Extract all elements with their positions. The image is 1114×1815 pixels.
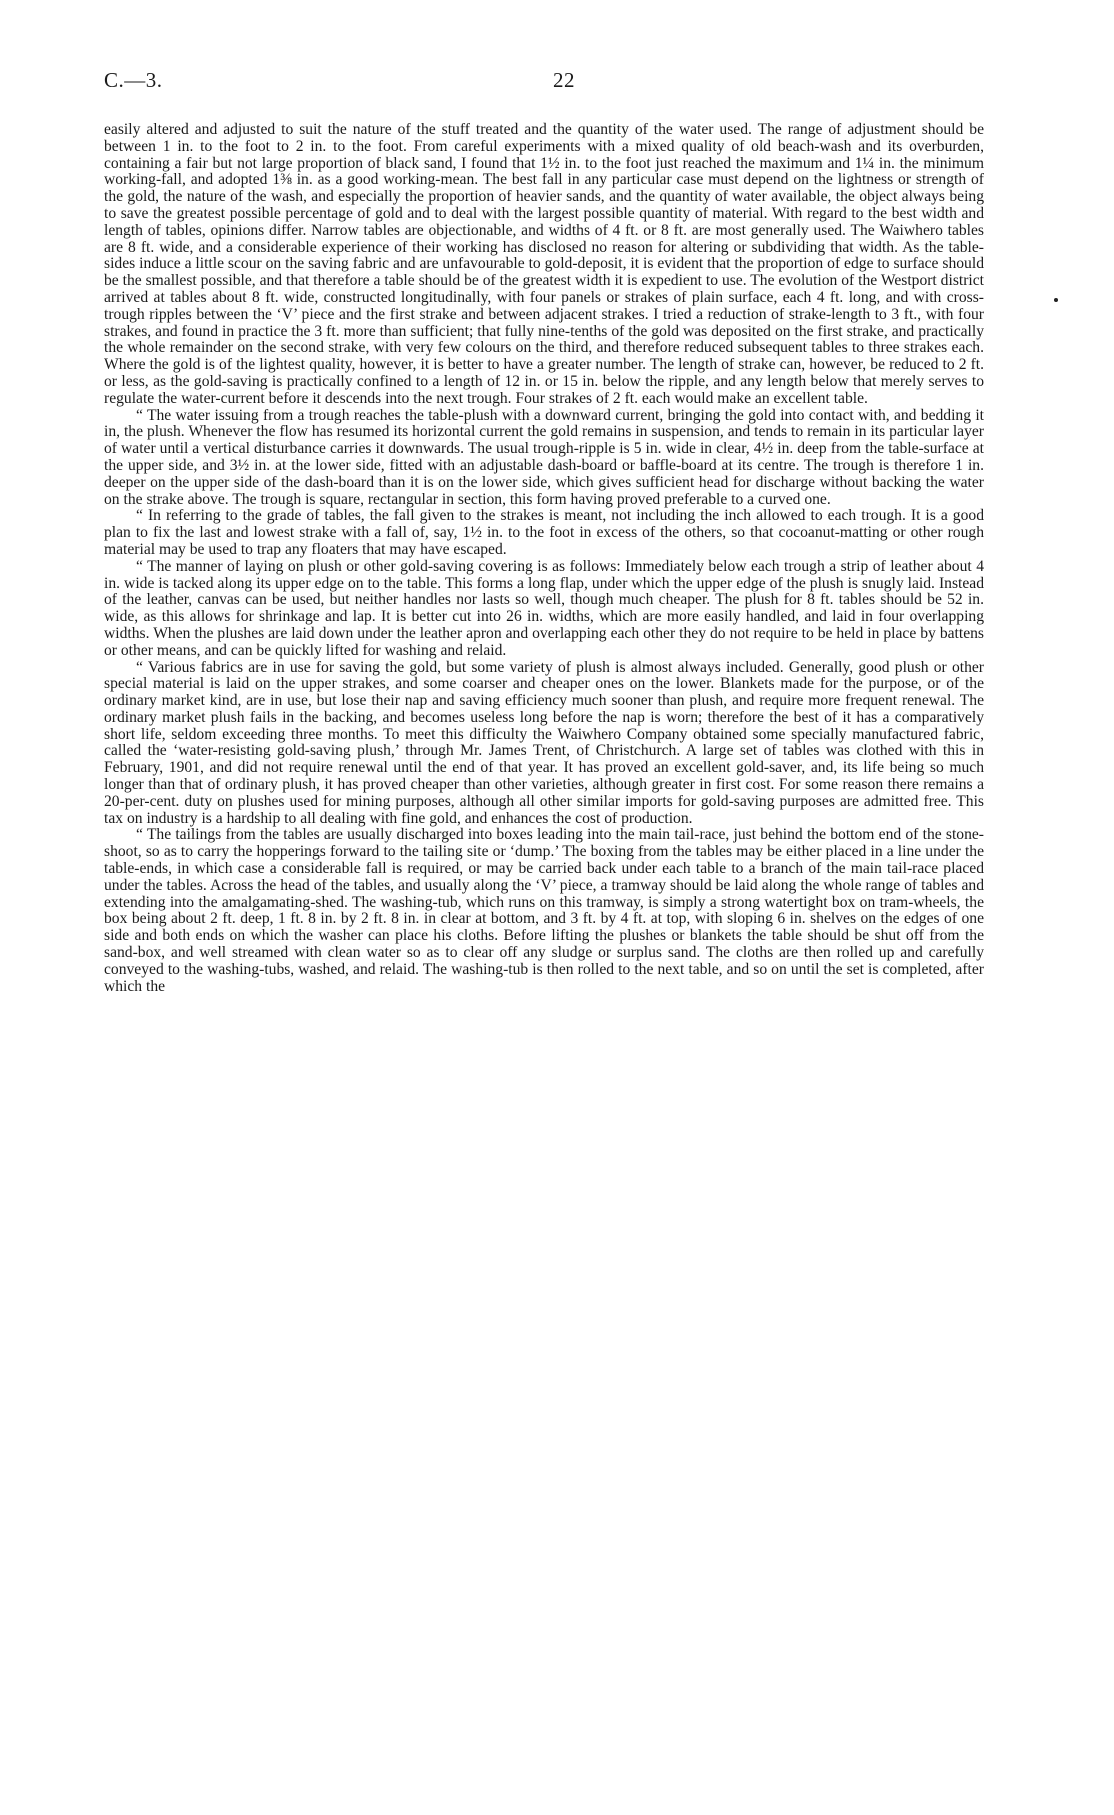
report-code: C.—3. (104, 68, 163, 92)
paragraph: “ Various fabrics are in use for saving the gold, but some variety of plush is almost always included. Generally, good plush or other special material is laid on the upper strakes, and some coarser and cheaper ones on the lower. Blankets made for the purpose, or of the ordinary market kind, are in use, but lose their nap and saving efficiency much sooner than plush, and require more frequent renewal. The ordinary market plush fails in the backing, and becomes useless long before the nap is worn; therefore the best of it has a comparatively short life, seldom exceeding three months. To meet this difficulty the Waiwhero Company obtained some specially manufactured fabric, called the ‘water-resisting gold-saving plush,’ through Mr. James Trent, of Christchurch. A large set of tables was clothed with this in February, 1901, and did not require renewal until the end of that year. It has proved an excellent gold-saver, and, its life being so much longer than that of ordinary plush, it has proved cheaper than other varieties, although greater in first cost. For some reason there remains a 20-per-cent. duty on plushes used for mining purposes, although all other similar imports for gold-saving purposes are admitted free. This tax on industry is a hardship to all dealing with fine gold, and enhances the cost of production. (104, 658, 984, 827)
margin-dot (1054, 298, 1058, 302)
paragraph: “ The water issuing from a trough reaches the table-plush with a downward current, bringing the gold into contact with, and bedding it in, the plush. Whenever the flow has resumed its horizontal current the gold remains in suspension, and tends to remain in its particular layer of water until a vertical disturbance carries it downwards. The usual trough-ripple is 5 in. wide in clear, 4½ in. deep from the table-surface at the upper side, and 3½ in. at the lower side, fitted with an adjustable dash-board or baffle-board at its centre. The trough is therefore 1 in. deeper on the upper side of the dash-board than it is on the lower side, which gives sufficient head for discharge without backing the water on the strake above. The trough is square, rectangular in section, this form having proved preferable to a curved one. (104, 406, 984, 508)
paragraph: “ The tailings from the tables are usually discharged into boxes leading into the main tail-race, just behind the bottom end of the stone-shoot, so as to carry the hopperings forward to the tailing site or ‘dump.’ The boxing from the tables may be either placed in a line under the table-ends, in which case a considerable fall is required, or may be carried back under each table to a branch of the main tail-race placed under the tables. Across the head of the tables, and usually along the ‘V’ piece, a tramway should be laid along the whole range of tables and extending into the amalgamating-shed. The washing-tub, which runs on this tramway, is simply a strong watertight box on tram-wheels, the box being about 2 ft. deep, 1 ft. 8 in. by 2 ft. 8 in. in clear at bottom, and 3 ft. by 4 ft. at top, with sloping 6 in. shelves on the edges of one side and both ends on which the washer can place his cloths. Before lifting the plushes or blankets the table should be shut off from the sand-box, and well streamed with clean water so as to clear off any sludge or surplus sand. The cloths are then rolled up and carefully conveyed to the washing-tubs, washed, and relaid. The washing-tub is then rolled to the next table, and so on until the set is completed, after which the (104, 826, 984, 995)
paragraph: “ In referring to the grade of tables, the fall given to the strakes is meant, not including the inch allowed to each trough. It is a good plan to fix the last and lowest strake with a fall of, say, 1½ in. to the foot in excess of the others, so that cocoanut-matting or other rough material may be used to trap any floaters that may have escaped. (104, 507, 984, 558)
page-header (104, 68, 986, 98)
paragraph: “ The manner of laying on plush or other gold-saving covering is as follows: Immediately below each trough a strip of leather about 4 in. wide is tacked along its upper edge on to the table. This forms a long flap, under which the upper edge of the plush is snugly laid. Instead of the leather, canvas can be used, but neither handles nor lasts so well, though much cheaper. The plush for 8 ft. tables should be 52 in. wide, as this allows for shrinkage and lap. It is better cut into 26 in. widths, which are more easily handled, and laid in four overlapping widths. When the plushes are laid down under the leather apron and overlapping each other they do not require to be held in place by battens or other means, and can be quickly lifted for washing and relaid. (104, 557, 984, 659)
paragraph: easily altered and adjusted to suit the nature of the stuff treated and the quantity of the water used. The range of adjustment should be between 1 in. to the foot to 2 in. to the foot. From careful experiments with a mixed quality of old beach-wash and its overburden, containing a fair but not large proportion of black sand, I found that 1½ in. to the foot just reached the maximum and 1¼ in. the minimum working-fall, and adopted 1⅜ in. as a good working-mean. The best fall in any particular case must depend on the lightness or strength of the gold, the nature of the wash, and especially the proportion of heavier sands, and the quantity of water available, the object always being to save the greatest possible percentage of gold and to deal with the largest possible quantity of material. With regard to the best width and length of tables, opinions differ. Narrow tables are objectionable, and widths of 4 ft. or 8 ft. are most generally used. The Waiwhero tables are 8 ft. wide, and a considerable experience of their working has disclosed no reason for altering or subdividing that width. As the table-sides induce a little scour on the saving fabric and are unfavourable to gold-deposit, it is evident that the proportion of edge to surface should be the smallest possible, and that therefore a table should be of the greatest width it is expedient to use. The evolution of the Westport district arrived at tables about 8 ft. wide, constructed longitudinally, with four panels or strakes of plain surface, each 4 ft. long, and with cross-trough ripples between the ‘V’ piece and the first strake and between adjacent strakes. I tried a reduction of strake-length to 3 ft., with four strakes, and found in practice the 3 ft. more than sufficient; that fully nine-tenths of the gold was deposited on the first strake, and practically the whole remainder on the second strake, with very few colours on the third, and therefore reduced subsequent tables to three strakes each. Where the gold is of the lightest quality, however, it is better to have a greater number. The length of strake can, however, be reduced to 2 ft. or less, as the gold-saving is practically confined to a length of 12 in. or 15 in. below the ripple, and any length below that merely serves to regulate the water-current before it descends into the next trough. Four strakes of 2 ft. each would make an excellent table. (104, 121, 984, 407)
page-number: 22 (553, 68, 575, 92)
body-text (104, 122, 984, 995)
